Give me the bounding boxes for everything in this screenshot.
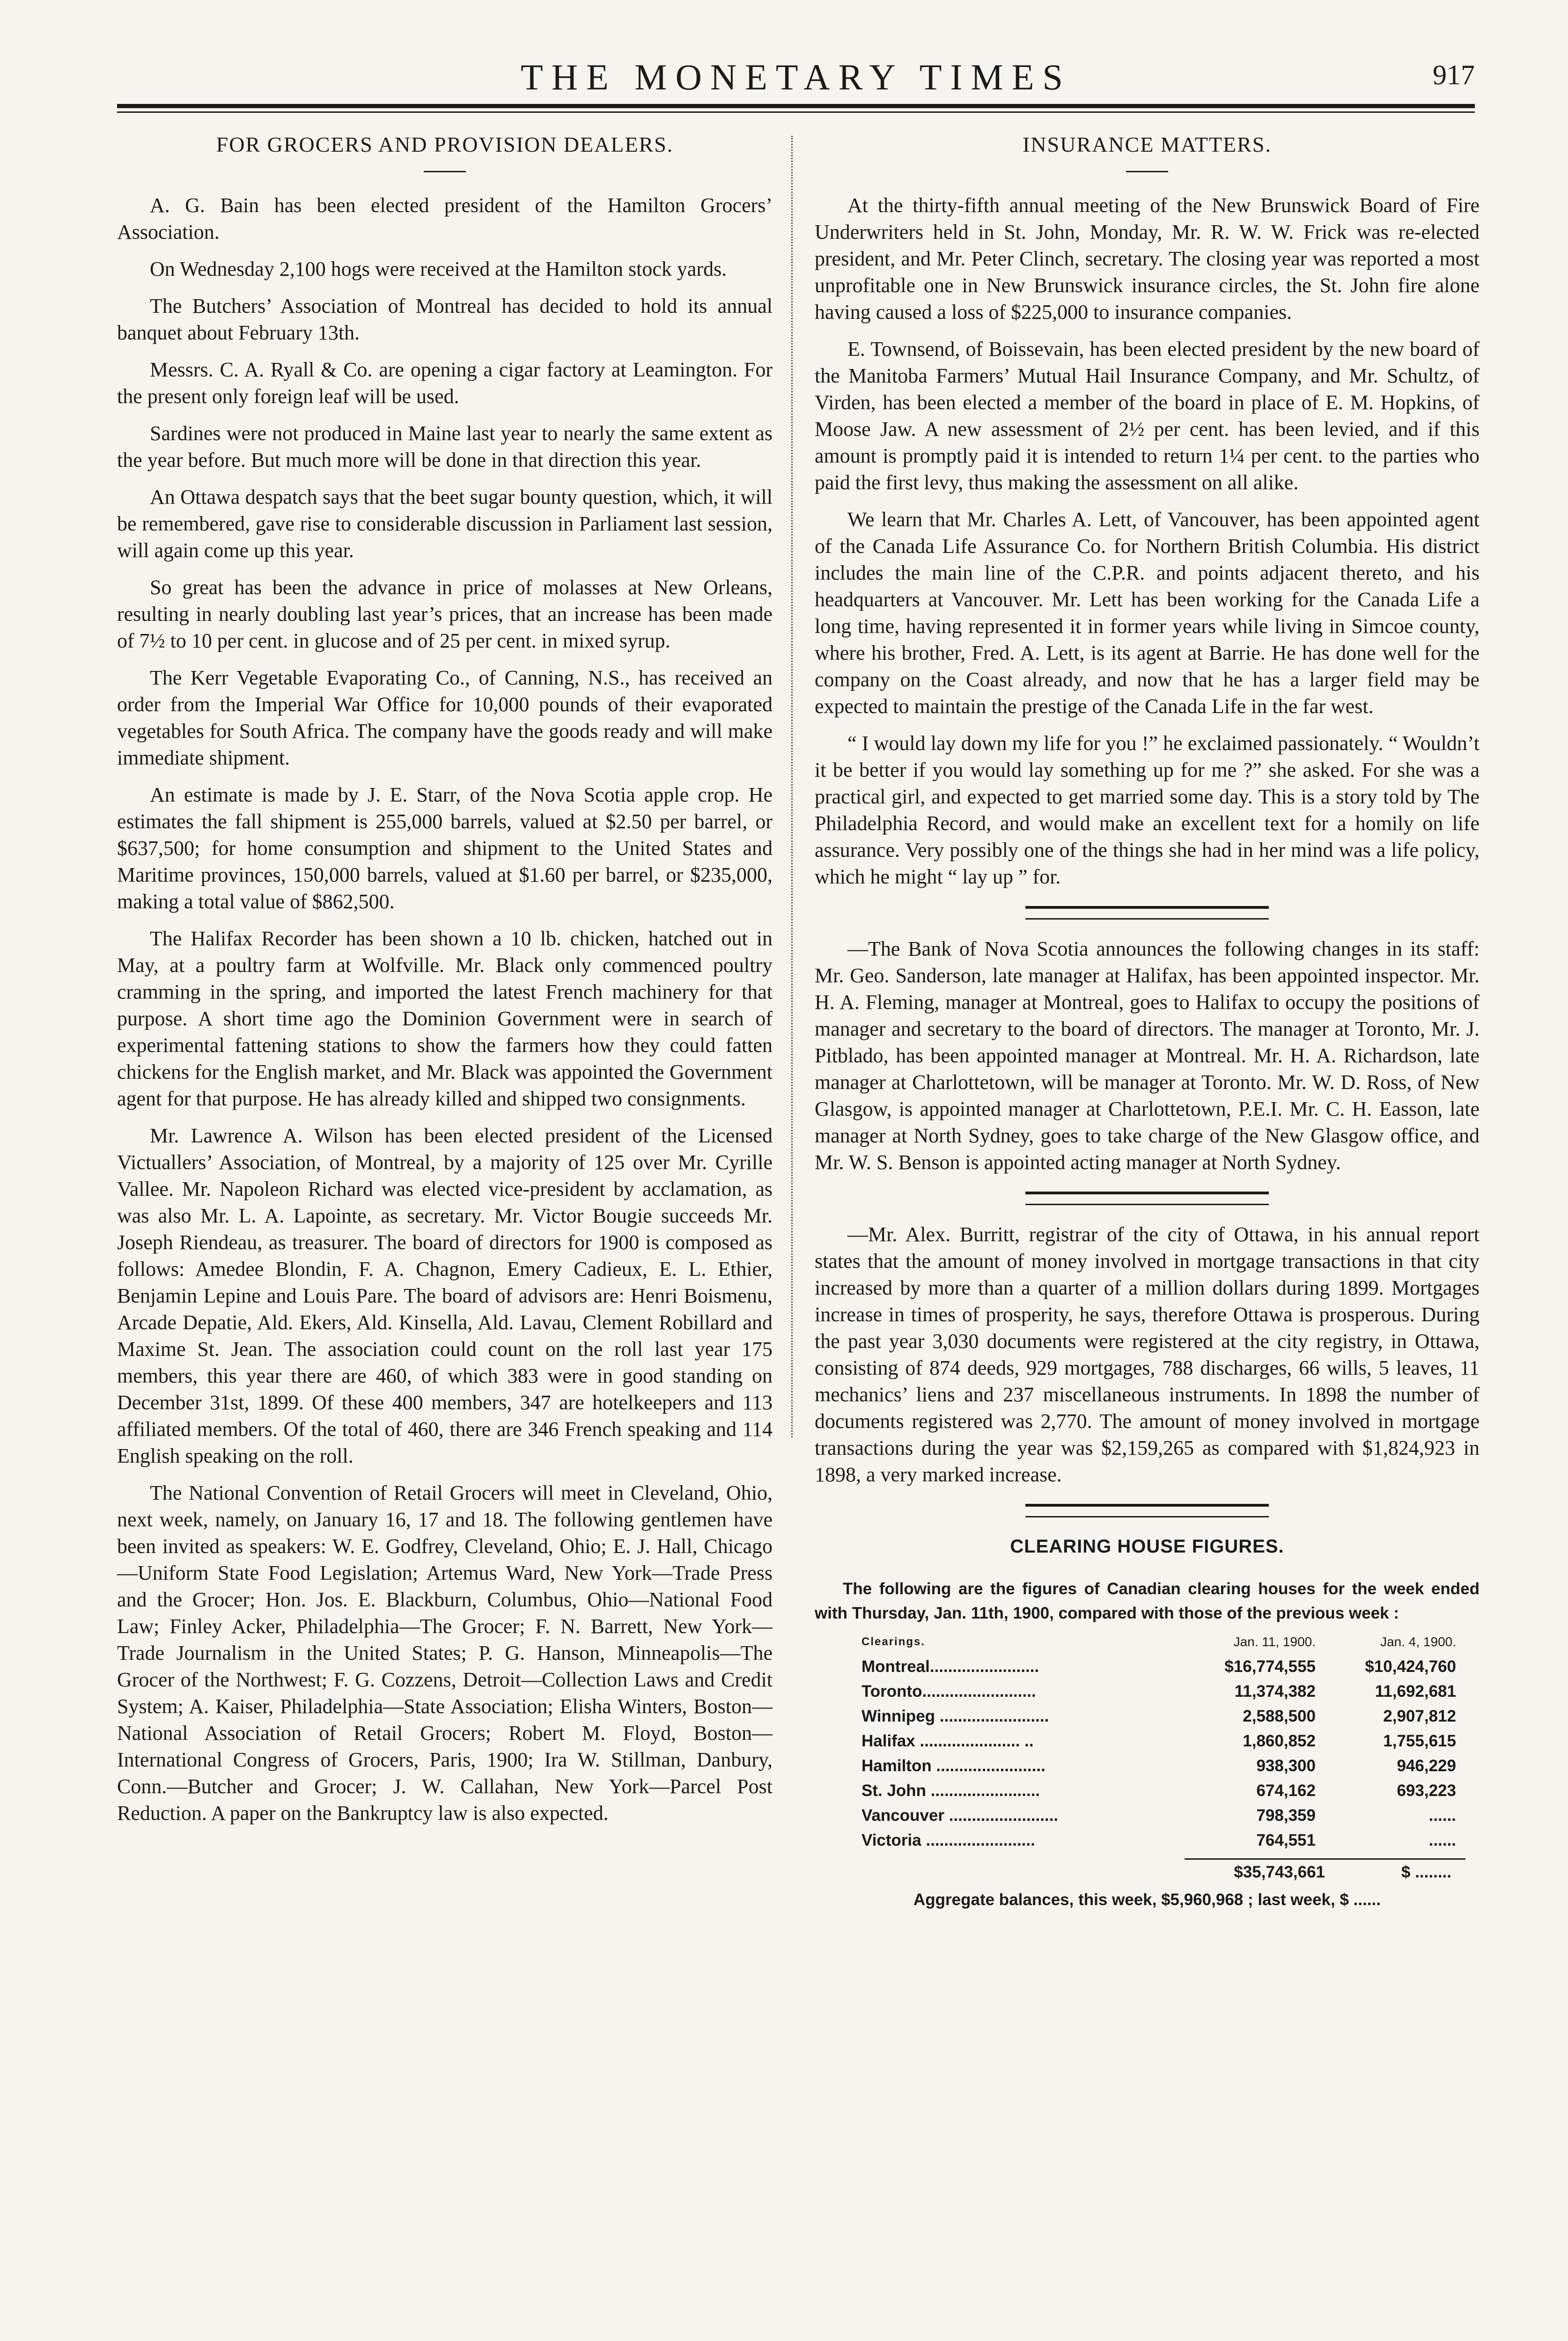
previous-week-value: 11,692,681 <box>1375 1682 1456 1701</box>
clearing-house-intro: The following are the figures of Canadian clearing houses for the week ended with Thursday, Jan. 11th, 1900, compared with those of the previous week : <box>815 1580 1480 1622</box>
bank-of-nova-scotia-item: —The Bank of Nova Scotia announces the following changes in its staff: Mr. Geo. Sanderson, late manager at Halifax, has been appointed inspector. Mr. H. A. Fleming, manager at Montreal, goes to Halifax to occupy the positions of manager and secretary to the board of directors. The manager at Toronto, Mr. J. Pitblado, has been appointed manager at Montreal. Mr. H. A. Richardson, late manager at Charlottetown, will be manager at Toronto. Mr. W. D. Ross, of New Glasgow, is appointed manager at Charlottetown, P.E.I. Mr. C. H. Easson, late manager at North Sydney, goes to take charge of the New Glasgow office, and Mr. W. S. Benson is appointed acting manager at North Sydney. <box>815 937 1480 1174</box>
news-item: At the thirty-fifth annual meeting of the New Brunswick Board of Fire Underwriters held in St. John, Monday, Mr. R. W. W. Frick was re-elected president, and Mr. Peter Clinch, secretary. The closing year was reported a most unprofitable one in New Brunswick insurance circles, the St. John fire alone having caused a loss of $225,000 to insurance companies. <box>815 194 1480 324</box>
news-item: So great has been the advance in price of molasses at New Orleans, resulting in nearly doubling last year’s prices, that an increase has been made of 7½ to 10 per cent. in glucose and of 25 per cent. in mixed syrup. <box>117 576 773 652</box>
section-separator <box>1025 1192 1269 1205</box>
section-separator <box>1025 1504 1269 1517</box>
totals-block <box>1185 1858 1465 1885</box>
current-week-value: 11,374,382 <box>1234 1682 1316 1701</box>
news-item: E. Townsend, of Boissevain, has been elected president by the new board of the Manitoba Farmers’ Mutual Hail Insurance Company, and Mr. Schultz, of Virden, has been elected a member of the board in place of E. M. Hopkins, of Moose Jaw. A new assessment of 2½ per cent. has been levied, and if this amount is promptly paid it is intended to return 1¼ per cent. to the parties who paid the first levy, thus making the assessment on all alike. <box>815 338 1480 494</box>
heading-rule <box>1126 171 1168 172</box>
section-heading-grocers: FOR GROCERS AND PROVISION DEALERS. <box>216 133 674 156</box>
city-name: Winnipeg ........................ <box>861 1707 1049 1725</box>
table-row <box>815 1729 1480 1753</box>
table-row <box>815 1828 1480 1853</box>
city-name: Montreal........................ <box>861 1657 1039 1676</box>
total-previous-week: $ ........ <box>1401 1863 1451 1881</box>
table-row <box>815 1654 1480 1679</box>
news-item: Messrs. C. A. Ryall & Co. are opening a cigar factory at Leamington. For the present only foreign leaf will be used. <box>117 358 773 408</box>
city-name: St. John ........................ <box>861 1782 1040 1800</box>
news-item: An Ottawa despatch says that the beet sugar bounty question, which, it will be remembered, gave rise to considerable discussion in Parliament last session, will again come up this year. <box>117 486 773 562</box>
city-name: Hamilton ........................ <box>861 1757 1045 1775</box>
total-current-week: $35,743,661 <box>1234 1863 1325 1881</box>
page-number: 917 <box>1433 59 1475 90</box>
current-week-value: 764,551 <box>1256 1831 1316 1849</box>
table-row <box>815 1704 1480 1729</box>
table-row <box>815 1679 1480 1704</box>
news-item: The Kerr Vegetable Evaporating Co., of Canning, N.S., has received an order from the Imperial War Office for 10,000 pounds of their evaporated vegetables for South Africa. The company have the goods ready and will make immediate shipment. <box>117 666 773 769</box>
current-week-value: 938,300 <box>1256 1757 1316 1775</box>
current-week-value: 2,588,500 <box>1243 1707 1316 1725</box>
previous-week-value: 1,755,615 <box>1383 1732 1456 1750</box>
news-item: “ I would lay down my life for you !” he exclaimed passionately. “ Wouldn’t it be better if you would lay something up for me ?” she asked. For she was a practical girl, and expected to get married some day. This is a story told by The Philadelphia Record, and would make an excellent text for a homily on life assurance. Very possibly one of the things she had in her mind was a life policy, which he might “ lay up ” for. <box>815 732 1480 888</box>
column-label-current-week: Jan. 11, 1900. <box>1233 1634 1316 1649</box>
masthead <box>117 56 1475 98</box>
news-item: The Halifax Recorder has been shown a 10 lb. chicken, hatched out in May, at a poultry farm at Wolfville. Mr. Black only commenced poultry cramming in the spring, and imported the latest French machinery for that purpose. A short time ago the Dominion Government were in search of experimental fattening stations to show the farmers how they could fatten chickens for the English market, and Mr. Black was appointed the Government agent for that purpose. He has already killed and shipped two consignments. <box>117 927 773 1110</box>
previous-week-value: 2,907,812 <box>1383 1707 1456 1725</box>
news-item: Sardines were not produced in Maine last year to nearly the same extent as the year before. But much more will be done in that direction this year. <box>117 422 773 471</box>
news-item: The Butchers’ Association of Montreal has decided to hold its annual banquet about February 13th. <box>117 294 773 344</box>
news-item: An estimate is made by J. E. Starr, of the Nova Scotia apple crop. He estimates the fall shipment is 255,000 barrels, valued at $2.50 per barrel, or $637,500; for home consumption and shipment to the United States and Maritime provinces, 150,000 barrels, valued at $1.60 per barrel, or $235,000, making a total value of $862,500. <box>117 783 773 913</box>
clearing-house-table <box>815 1629 1480 1913</box>
city-name: Toronto......................... <box>861 1682 1036 1701</box>
city-name: Vancouver ........................ <box>861 1806 1059 1825</box>
news-item: Mr. Lawrence A. Wilson has been elected president of the Licensed Victuallers’ Association, of Montreal, by a majority of 125 over Mr. Cyrille Vallee. Mr. Napoleon Richard was elected vice-president by acclamation, as was also Mr. L. A. Lapointe, as secretary. Mr. Victor Bougie succeeds Mr. Joseph Riendeau, as treasurer. The board of directors for 1900 is composed as follows: Amedee Blondin, F. A. Chagnon, Emery Cadieux, E. L. Ethier, Benjamin Lepine and Louis Pare. The board of advisors are: Henri Boismenu, Arcade Depatie, Ald. Ekers, Ald. Kinsella, Ald. Lavau, Clement Robillard and Maxime St. Jean. The association could count on the roll last year 175 members, this year there are 460, of which 383 were in good standing on December 31st, 1899. Of these 400 members, 347 are hotelkeepers and 113 affiliated members. Of the total of 460, there are 346 French speaking and 114 English speaking on the roll. <box>117 1124 773 1467</box>
left-column <box>117 131 773 1837</box>
section-separator <box>1025 906 1269 920</box>
current-week-value: 1,860,852 <box>1243 1732 1316 1750</box>
news-item: We learn that Mr. Charles A. Lett, of Vancouver, has been appointed agent of the Canada Life Assurance Co. for Northern British Columbia. His district includes the main line of the C.P.R. and points adjacent thereto, and his headquarters at Vancouver. Mr. Lett has been working for the Canada Life a long time, having represented it in former years while living in Simcoe county, where his brother, Fred. A. Lett, is its agent at Barrie. He has done well for the company on the Coast already, and now that he has a larger field may be expected to maintain the prestige of the Canada Life in the far west. <box>815 508 1480 718</box>
right-column <box>815 131 1480 1913</box>
previous-week-value: ...... <box>1428 1831 1456 1849</box>
city-name: Victoria ........................ <box>861 1831 1035 1849</box>
masthead-rule-thin <box>117 111 1475 113</box>
current-week-value: $16,774,555 <box>1224 1657 1316 1676</box>
ottawa-registrar-item: —Mr. Alex. Burritt, registrar of the city of Ottawa, in his annual report states that the amount of money involved in mortgage transactions in that city increased by more than a quarter of a million dollars during 1899. Mortgages increase in times of prosperity, he says, therefore Ottawa is prosperous. During the past year 3,030 documents were registered at the city registry, in Ottawa, consisting of 874 deeds, 929 mortgages, 788 discharges, 66 wills, 5 leaves, 11 mechanics’ liens and 237 miscellaneous instruments. In 1898 the number of documents registered was 2,770. The amount of money involved in mortgage transactions during the year was $2,159,265 as compared with $1,824,923 in 1898, a very marked increase. <box>815 1223 1480 1486</box>
clearing-house-heading: CLEARING HOUSE FIGURES. <box>1010 1536 1284 1557</box>
table-row <box>815 1778 1480 1803</box>
news-item: On Wednesday 2,100 hogs were received at the Hamilton stock yards. <box>150 258 727 280</box>
table-row <box>815 1803 1480 1828</box>
previous-week-value: 693,223 <box>1397 1782 1456 1800</box>
aggregate-balances: Aggregate balances, this week, $5,960,968 ; last week, $ ...... <box>913 1891 1381 1909</box>
previous-week-value: ...... <box>1428 1806 1456 1825</box>
table-row <box>815 1753 1480 1778</box>
previous-week-value: 946,229 <box>1397 1757 1456 1775</box>
news-item: A. G. Bain has been elected president of the Hamilton Grocers’ Association. <box>117 194 773 243</box>
section-heading-insurance: INSURANCE MATTERS. <box>1023 133 1272 156</box>
publication-title: THE MONETARY TIMES <box>521 57 1071 97</box>
current-week-value: 674,162 <box>1256 1782 1316 1800</box>
masthead-rule-thick <box>117 104 1475 108</box>
news-item: The National Convention of Retail Grocers will meet in Cleveland, Ohio, next week, namely, on January 16, 17 and 18. The following gentlemen have been invited as speakers: W. E. Godfrey, Cleveland, Ohio; E. J. Hall, Chicago—Uniform State Food Legislation; Artemus Ward, New York—Trade Press and the Grocer; Hon. Jos. E. Blackburn, Columbus, Ohio—National Food Law; Finley Acker, Philadelphia—The Grocer; F. N. Barrett, New York—Trade Journalism in the United States; P. G. Hanson, Minneapolis—The Grocer of the Northwest; F. G. Cozzens, Detroit—Collection Laws and Credit System; A. Kaiser, Philadelphia—State Association; Elisha Winters, Boston—National Association of Retail Grocers; Robert M. Floyd, Boston—International Congress of Grocers, Paris, 1900; Ira W. Stillman, Danbury, Conn.—Butcher and Grocer; J. W. Callahan, New York—Parcel Post Reduction. A paper on the Bankruptcy law is also expected. <box>117 1481 773 1825</box>
column-label-clearings: Clearings. <box>861 1635 926 1648</box>
table-header-row <box>815 1629 1480 1654</box>
heading-rule <box>424 171 466 172</box>
previous-week-value: $10,424,760 <box>1365 1657 1456 1676</box>
column-divider <box>791 136 793 1437</box>
current-week-value: 798,359 <box>1256 1806 1316 1825</box>
city-name: Halifax ...................... .. <box>861 1732 1034 1750</box>
column-label-previous-week: Jan. 4, 1900. <box>1380 1634 1456 1649</box>
totals-row <box>1185 1860 1465 1885</box>
